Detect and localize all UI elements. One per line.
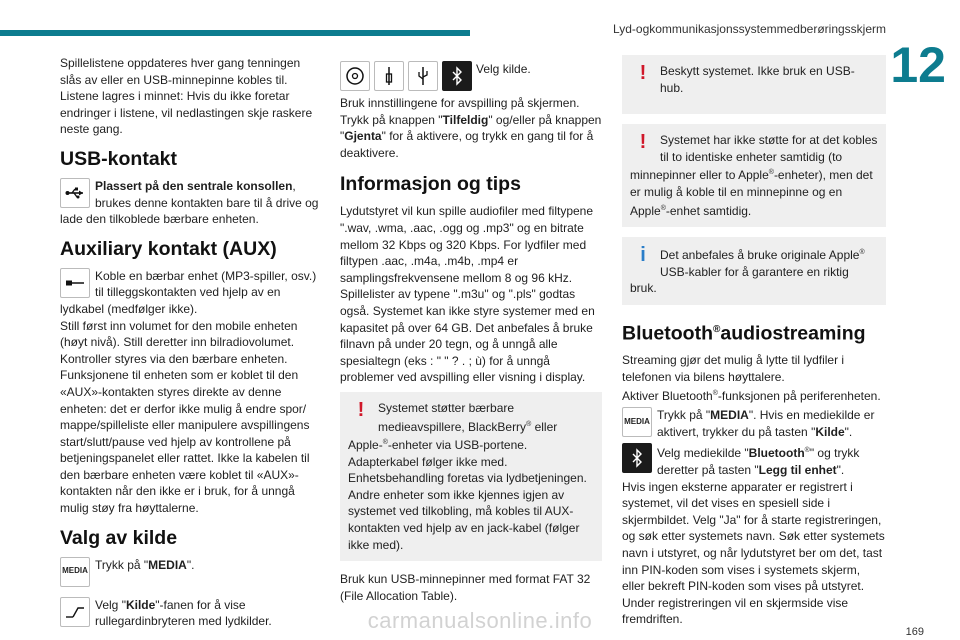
step1-post: ". xyxy=(186,557,195,572)
note-text-2: eller Apple- xyxy=(348,419,558,453)
bt-select-bold: Bluetooth xyxy=(748,446,805,461)
aux-plug-icon xyxy=(374,61,404,91)
add-device-label: Legg til enhet xyxy=(758,463,837,477)
aux-paragraph: Still først inn volumet for den mobile enheten (høyt nivå). Still deretter inn bilradiovolumet. Kontroller styres via den bærbare enheten. Funksjonene til enheten som er koblet til den «AUX»-kontakten styres direkte av denne enheten: det er derfor ikke mulig å endre spor/ mappe/spilleliste eller manipulere avspillingens start/slutt/pause ved hjelp av kontrollene på betjeningspanelet eller rattet. Ikke la kabelen til den bærbare enheten være koblet til «AUX»-kontakten når den ikke er i bruk, for å unngå mulig støy fra høyttalerne. xyxy=(60,318,310,516)
chapter-number: 12 xyxy=(890,37,946,93)
step1-pre: Trykk på " xyxy=(95,557,149,572)
registered-mark: ® xyxy=(859,249,865,257)
bt-media-pre: Trykk på " xyxy=(657,408,711,423)
bt-source-bold: Kilde xyxy=(815,424,845,439)
warning-note-identical-devices xyxy=(622,124,886,227)
warning-note-devices xyxy=(340,392,602,561)
usb-heading: USB-kontakt xyxy=(60,147,178,170)
registered-mark: ® xyxy=(768,169,774,177)
bt-title-a: Bluetooth xyxy=(622,322,713,345)
registered-mark: ® xyxy=(382,439,388,447)
usb-icon xyxy=(60,178,90,208)
note2-text-c: -enhet samtidig. xyxy=(665,203,752,218)
usb-source-icon xyxy=(408,61,438,91)
aux-jack-icon xyxy=(60,268,90,298)
shuffle-label: Tilfeldig xyxy=(442,112,489,127)
bluetooth-source-icon xyxy=(442,61,472,91)
note2-text-b: -enheter), men det er mulig å koble til en minnepinne og en Apple xyxy=(630,168,873,218)
settings-text-2: " og/eller på knappen " xyxy=(340,112,602,144)
running-header: Lyd-ogkommunikasjonssystemmedberøringsskjerm xyxy=(613,22,886,36)
note-text-1: Systemet støtter bærbare medieavspillere, BlackBerry xyxy=(378,400,527,434)
bt-intro: Streaming gjør det mulig å lytte til lydfiler i telefonen via bilens høyttalere. xyxy=(622,353,845,385)
bt-media-post: ". xyxy=(844,424,853,439)
warning-icon: ! xyxy=(357,398,365,421)
bluetooth-icon xyxy=(622,443,652,473)
bt-select-row xyxy=(622,443,886,478)
bt-select-pre: Velg mediekilde " xyxy=(657,446,749,461)
bt-activate xyxy=(622,386,886,405)
step2-bold: Kilde xyxy=(125,597,156,612)
fat32-paragraph: Bruk kun USB-minnepinner med format FAT 32 (File Allocation Table). xyxy=(340,572,591,603)
page-number: 169 xyxy=(905,626,924,638)
note1-text: Beskytt systemet. Ikke bruk en USB-hub. xyxy=(660,64,855,95)
bt-media-row xyxy=(622,407,886,440)
media-button-icon: MEDIA xyxy=(60,557,90,587)
column-1 xyxy=(60,55,322,630)
watermark: carmanualsonline.info xyxy=(367,608,593,633)
registered-mark: ® xyxy=(712,389,718,397)
registered-mark: ® xyxy=(804,447,810,455)
bt-media-mid: ". Hvis en mediekilde er aktivert, trykker du på tasten " xyxy=(657,408,875,439)
bluetooth-heading xyxy=(622,319,886,345)
registered-mark: ® xyxy=(526,420,532,428)
aux-heading: Auxiliary kontakt (AUX) xyxy=(60,237,277,260)
warning-icon: ! xyxy=(639,62,647,84)
select-source-text: Velg kilde. xyxy=(476,62,531,76)
info-paragraph: Lydutstyret vil kun spille audiofiler med filtypene ".wav, .wma, .aac, .ogg og .mp3" og en bitrate mellom 32 Kbps og 320 Kbps. For lydfiler med filtypen .aac, .m4a, .m4b, .mp4 er samplingsfrekvensene mellom 8 og 96 kHz. Spillelister av typene ".m3u" og ".pls" godtas også. Systemet kan ikke styre systemer med en kapasitet på over 64 GB. Det anbefales å bruke filnavn på under 20 tegn, og å unngå alle spesialtegn (eks : " " ? . ; ù) for å unngå problemer ved avspilling eller visning i display. xyxy=(340,204,595,385)
note3-text-a: Det anbefales å bruke originale Apple xyxy=(660,248,860,263)
usb-text: , brukes denne kontakten bare til å drive og lade den tilkoblede bærbare enheten. xyxy=(60,178,319,227)
bt-instructions: Hvis ingen eksterne apparater er registrert i systemet, vil det vises en spesiell side i skjermbildet. Velg "Ja" for å starte registreringen, og søk etter systemets navn. Søk etter systemets navn i utstyret, og når lydutstyret ber om det, tast inn PIN-koden som vises i systemets skjerm, eller bekreft PIN-koden som vises på utstyret. Under registreringen vil en skjermside vise fremdriften. xyxy=(622,479,885,627)
intro-paragraph: Spillelistene oppdateres hver gang tenningen slås av eller en USB-minnepinne kobles til. Listene lagres i minnet: Hvis du ikke foretar endringer i listene, vil nedlastingen skje raskere neste gang. xyxy=(60,56,313,137)
column-2 xyxy=(340,58,602,604)
info-heading: Informasjon og tips xyxy=(340,173,521,196)
bt-select-mid: " og trykk deretter på tasten " xyxy=(657,446,860,477)
note3-text-b: USB-kabler for å garantere en riktig bruk. xyxy=(630,264,849,296)
bt-title-b: audiostreaming xyxy=(720,322,866,345)
header-accent-bar xyxy=(0,30,470,36)
settings-text-1: Bruk innstillingene for avspilling på skjermen. Trykk på knappen " xyxy=(340,96,580,127)
source-heading: Valg av kilde xyxy=(60,526,178,549)
column-3 xyxy=(622,55,886,628)
bt-select-post: ". xyxy=(836,463,845,477)
source-icons-row xyxy=(340,61,602,93)
info-icon: i xyxy=(640,244,646,267)
step2-post: "-fanen for å vise rullegardinbryteren med lydkilder. xyxy=(95,597,272,629)
aux-text: Koble en bærbar enhet (MP3-spiller, osv.) til tilleggskontakten ved hjelp av en lydkabel (medfølger ikke). xyxy=(60,268,317,316)
usb-bold: Plassert på den sentrale konsollen xyxy=(95,178,293,193)
repeat-label: Gjenta xyxy=(344,129,382,144)
info-note-apple-cables xyxy=(622,237,886,305)
registered-mark: ® xyxy=(660,204,666,212)
note-text-3: -enheter via USB-portene. Adapterkabel følger ikke med. Enhetsbehandling foretas via lydbetjeningen. Andre enheter som ikke kjennes igjen av systemet ved tilkobling, må kobles til AUX-kontakten ved hjelp av en jack-kabel (følger ikke med). xyxy=(348,438,587,552)
bt-media-bold: MEDIA xyxy=(710,408,749,423)
step-media-row xyxy=(60,557,322,589)
bt-activate-b: -funksjonen på periferenheten. xyxy=(717,388,881,403)
playback-settings xyxy=(340,95,602,161)
step2-pre: Velg " xyxy=(95,597,126,612)
settings-text-3: " for å aktivere, og trykk en gang til for å deaktivere. xyxy=(340,129,594,160)
registered-mark: ® xyxy=(712,323,721,335)
media-button-icon: MEDIA xyxy=(622,407,652,437)
bt-activate-a: Aktiver Bluetooth xyxy=(622,388,713,403)
usb-row xyxy=(60,178,322,228)
note2-text-a: Systemet har ikke støtte for at det kobles til to identiske enheter samtidig (to minnepinner eller to Apple xyxy=(630,133,878,183)
warning-note-usb-hub xyxy=(622,55,886,114)
warning-icon: ! xyxy=(639,131,647,154)
aux-row xyxy=(60,268,322,318)
step1-bold: MEDIA xyxy=(148,557,187,572)
disc-icon xyxy=(340,61,370,91)
